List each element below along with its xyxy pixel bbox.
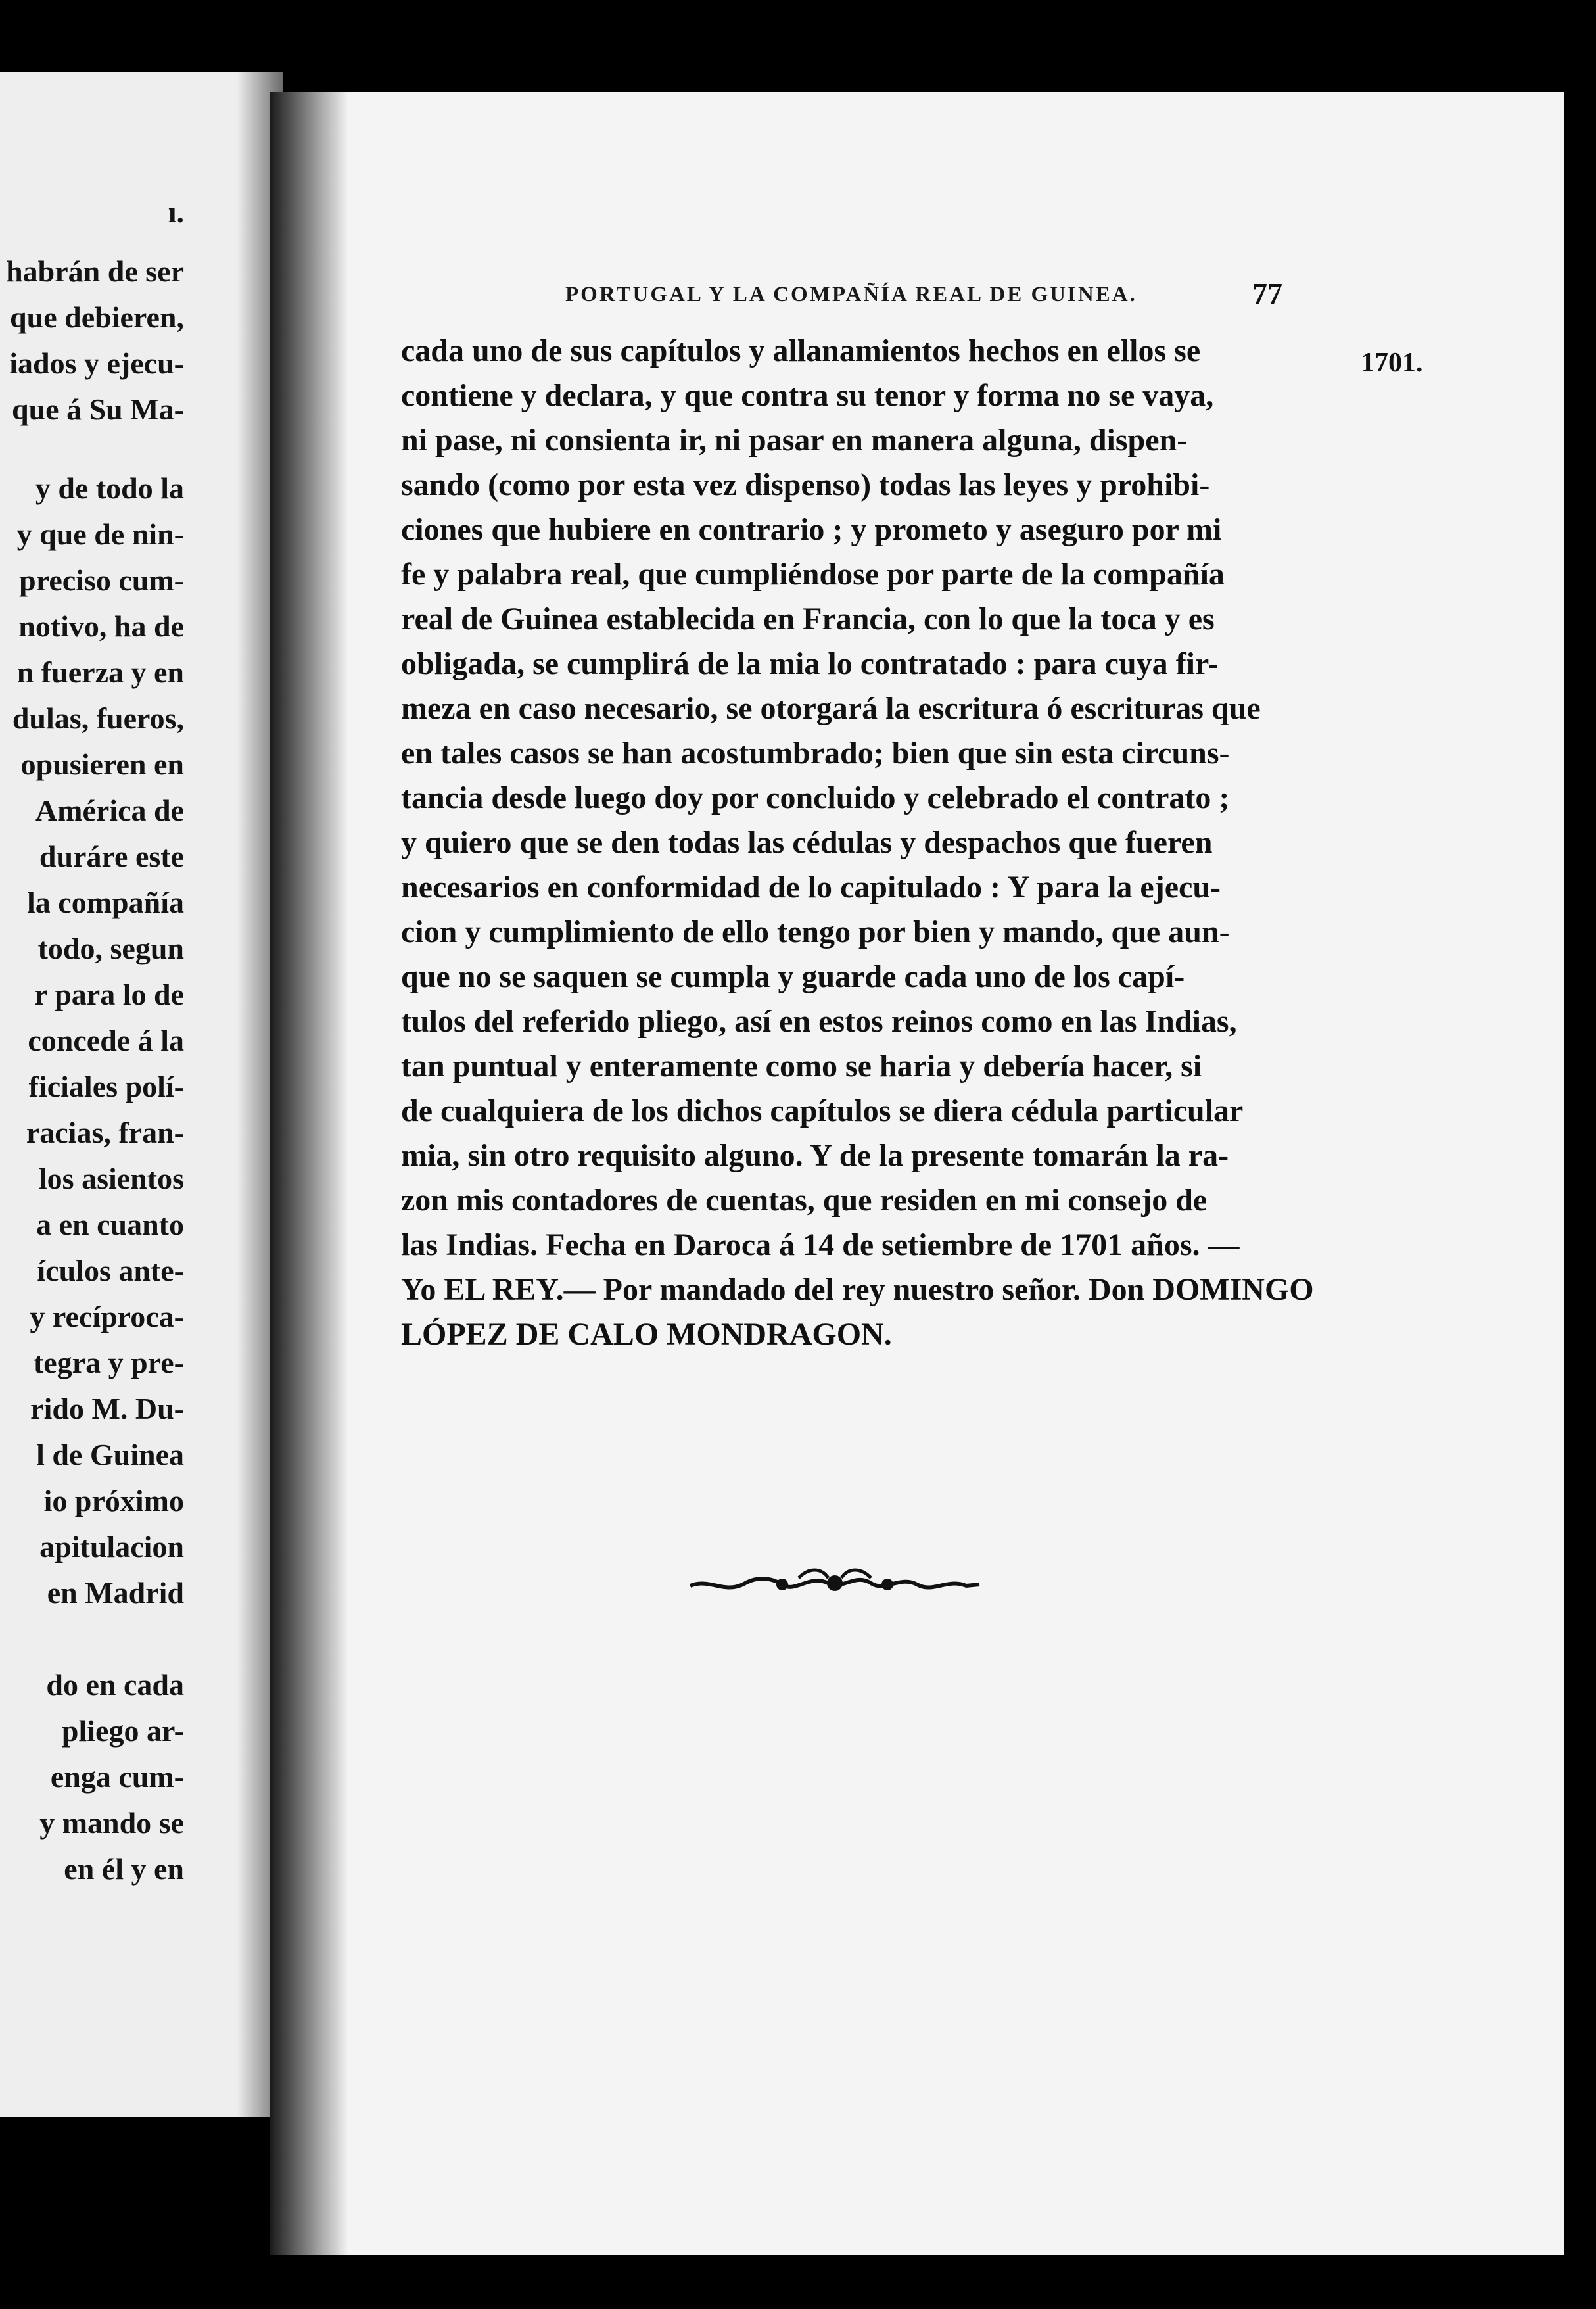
- left-page-line: los asientos: [38, 1162, 184, 1195]
- page-number: 77: [1252, 277, 1282, 310]
- left-page-line: en él y en: [64, 1852, 184, 1886]
- body-line: de cualquiera de los dichos capítulos se diera cédula particular: [401, 1093, 1244, 1128]
- body-line: sando (como por esta vez dispenso) todas las leyes y prohibi-: [401, 467, 1210, 502]
- right-page: [270, 92, 1564, 2255]
- left-page-line: enga cum-: [50, 1760, 184, 1794]
- left-page-line: habrán de ser: [6, 254, 184, 288]
- left-page-line: y mando se: [39, 1806, 184, 1840]
- left-page-line: tegra y pre-: [33, 1346, 184, 1379]
- left-page-line: la compañía: [27, 886, 184, 919]
- left-page-line: y que de nin-: [16, 517, 184, 551]
- body-line: y quiero que se den todas las cédulas y despachos que fueren: [401, 825, 1213, 860]
- ornament-icon: [684, 1565, 986, 1604]
- left-page-line: duráre este: [39, 840, 184, 873]
- left-page-line: ı.: [168, 195, 184, 229]
- left-page-line: notivo, ha de: [18, 609, 184, 643]
- left-page-line: l de Guinea: [36, 1438, 184, 1471]
- body-line: tulos del referido pliego, así en estos reinos como en las Indias,: [401, 1004, 1237, 1039]
- left-page-line: r para lo de: [34, 978, 184, 1011]
- body-line: ni pase, ni consienta ir, ni pasar en manera alguna, dispen-: [401, 423, 1188, 458]
- left-page-line: apitulacion: [39, 1530, 184, 1563]
- left-page-line: que debieren,: [10, 300, 184, 334]
- body-line: que no se saquen se cumpla y guarde cada uno de los capí-: [401, 959, 1185, 994]
- left-page: [0, 72, 283, 2117]
- page-edge-shadow: [270, 92, 348, 2255]
- body-line: en tales casos se han acostumbrado; bien que sin esta circuns-: [401, 736, 1230, 771]
- left-page-line: que á Su Ma-: [12, 393, 184, 426]
- left-page-line: ficiales polí-: [28, 1070, 184, 1103]
- body-line: cion y cumplimiento de ello tengo por bien y mando, que aun-: [401, 915, 1230, 949]
- left-page-line: do en cada: [46, 1668, 184, 1702]
- left-page-line: concede á la: [28, 1024, 184, 1057]
- left-page-line: racias, fran-: [26, 1116, 184, 1149]
- body-line: zon mis contadores de cuentas, que residen en mi consejo de: [401, 1183, 1208, 1218]
- margin-year: 1701.: [1361, 348, 1423, 378]
- left-page-line: opusieren en: [20, 748, 184, 781]
- body-line: tan puntual y enteramente como se haria y debería hacer, si: [401, 1049, 1202, 1083]
- body-line: Yo EL REY.— Por mandado del rey nuestro señor. Don DOMINGO: [401, 1272, 1314, 1307]
- left-page-line: a en cuanto: [36, 1208, 184, 1241]
- body-line: tancia desde luego doy por concluido y celebrado el contrato ;: [401, 780, 1230, 815]
- body-line: las Indias. Fecha en Daroca á 14 de setiembre de 1701 años. —: [401, 1227, 1240, 1262]
- body-line: cada uno de sus capítulos y allanamientos hechos en ellos se: [401, 333, 1201, 368]
- left-page-line: todo, segun: [37, 932, 184, 965]
- body-line: contiene y declara, y que contra su tenor y forma no se vaya,: [401, 378, 1214, 413]
- body-line: fe y palabra real, que cumpliéndose por parte de la compañía: [401, 557, 1225, 592]
- left-page-line: en Madrid: [47, 1576, 184, 1609]
- body-line: ciones que hubiere en contrario ; y prometo y aseguro por mi: [401, 512, 1222, 547]
- left-page-line: pliego ar-: [61, 1714, 184, 1748]
- left-page-line: América de: [35, 794, 184, 827]
- running-head: PORTUGAL Y LA COMPAÑÍA REAL DE GUINEA.: [565, 283, 1137, 306]
- left-page-line: iados y ejecu-: [9, 346, 184, 380]
- body-line: obligada, se cumplirá de la mia lo contratado : para cuya fir-: [401, 646, 1219, 681]
- left-page-line: y de todo la: [35, 471, 184, 505]
- body-line: meza en caso necesario, se otorgará la escritura ó escrituras que: [401, 691, 1261, 726]
- left-page-line: y recíproca-: [30, 1300, 184, 1333]
- body-line: LÓPEZ DE CALO MONDRAGON.: [401, 1317, 892, 1352]
- left-page-line: n fuerza y en: [16, 655, 184, 689]
- left-page-line: dulas, fueros,: [12, 702, 184, 735]
- body-line: real de Guinea establecida en Francia, con lo que la toca y es: [401, 602, 1215, 636]
- left-page-line: ículos ante-: [37, 1254, 184, 1287]
- body-line: necesarios en conformidad de lo capitulado : Y para la ejecu-: [401, 870, 1221, 905]
- left-page-line: rido M. Du-: [30, 1392, 184, 1425]
- left-page-line: io próximo: [43, 1484, 184, 1517]
- left-page-line: preciso cum-: [19, 563, 184, 597]
- body-line: mia, sin otro requisito alguno. Y de la presente tomarán la ra-: [401, 1138, 1229, 1173]
